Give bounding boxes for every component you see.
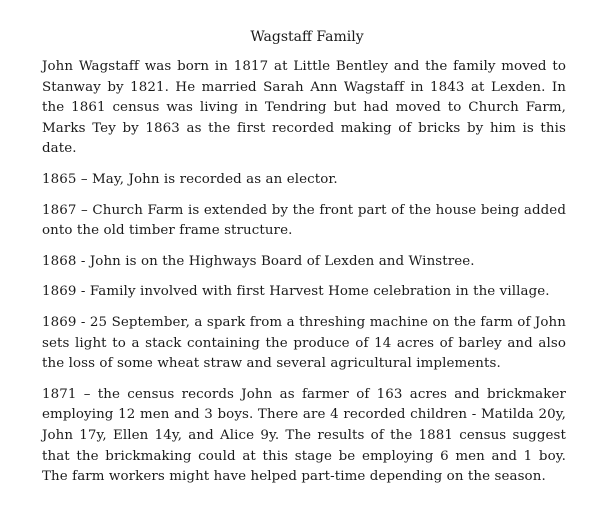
paragraph-intro: John Wagstaff was born in 1817 at Little Bentley and the family moved to Stanway by 1821. He married Sarah Ann Wagstaff in 1843 at Lexden. In the 1861 census was living in Tendring but had moved to Church Farm, Marks Tey by 1863 as the first recorded making of bricks by him is this date. <box>42 59 566 157</box>
paragraph-1865: 1865 – May, John is recorded as an elector. <box>42 171 338 187</box>
paragraph-1871: 1871 – the census records John as farmer of 163 acres and brickmaker employing 12 men and 3 boys. There are 4 recorded children - Matilda 20y, John 17y, Ellen 14y, and Alice 9y. The results of the 1881 census suggest that the brickmaking could at this stage be employing 6 men and 1 boy. The farm workers might have helped part-time depending on the season. <box>42 386 566 485</box>
document-title: Wagstaff Family <box>250 29 364 45</box>
paragraph-1869-fire: 1869 - 25 September, a spark from a threshing machine on the farm of John sets light to a stack containing the produce of 14 acres of barley and also the loss of some wheat straw and several agricultural implements. <box>42 314 566 372</box>
paragraph-1868: 1868 - John is on the Highways Board of Lexden and Winstree. <box>42 253 475 269</box>
paragraph-1869-harvest: 1869 - Family involved with first Harvest Home celebration in the village. <box>42 284 550 300</box>
paragraph-1867: 1867 – Church Farm is extended by the front part of the house being added onto the old timber frame structure. <box>42 202 566 239</box>
